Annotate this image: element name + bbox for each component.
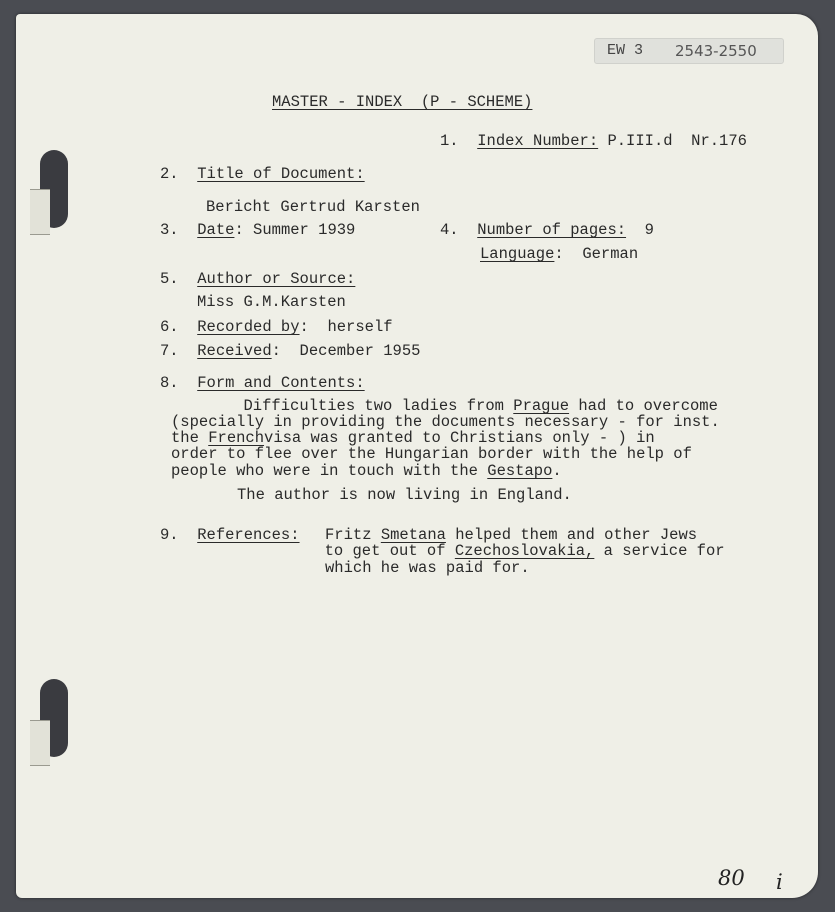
item-8: 8. Form and Contents: [160, 374, 365, 392]
item-2: 2. Title of Document: [160, 165, 365, 183]
index-number-value: P.III.d Nr.176 [598, 132, 747, 150]
item-3: 3. Date: Summer 1939 [160, 221, 356, 239]
pages-value: 9 [626, 221, 654, 239]
references-label: References: [197, 526, 300, 544]
item-7: 7. Received: December 1955 [160, 342, 421, 360]
contents-line-3: the Frenchvisa was granted to Christians only - ) in [171, 429, 655, 447]
contents-line-4: order to flee over the Hungarian border with the help of [171, 445, 692, 463]
received-label: Received [197, 342, 272, 360]
language-line [480, 245, 638, 263]
title-value: Bericht Gertrud Karsten [206, 198, 420, 216]
page-tab-bottom [30, 720, 50, 766]
received-value: : December 1955 [271, 342, 421, 360]
item-5: 5. Author or Source: [160, 270, 356, 288]
item-6: 6. Recorded by: herself [160, 318, 393, 336]
date-label: Date [197, 221, 235, 239]
recorded-value: : herself [299, 318, 393, 336]
date-value: : Summer 1939 [234, 221, 356, 239]
index-number-label: Index Number: [477, 132, 599, 150]
document-page [16, 14, 818, 898]
page-title: MASTER - INDEX (P - SCHEME) [272, 93, 533, 111]
references-line-2: to get out of Czechoslovakia, a service for [306, 542, 725, 560]
author-value: Miss G.M.Karsten [197, 293, 346, 311]
references-line-1: Fritz Smetana helped them and other Jews [325, 526, 698, 544]
stamp-range: 2543-2550 [675, 42, 757, 60]
stamp-code: EW 3 [607, 42, 644, 59]
recorded-label: Recorded by [197, 318, 300, 336]
contents-label: Form and Contents: [197, 374, 365, 392]
language-value: : German [554, 245, 639, 263]
item-1: 1. Index Number: P.III.d Nr.176 [440, 132, 747, 150]
contents-line-6: The author is now living in England. [237, 486, 572, 504]
handwritten-mark: i [776, 870, 783, 894]
contents-line-1: Difficulties two ladies from Prague had to overcome [197, 397, 718, 415]
page-tab-top [30, 189, 50, 235]
handwritten-page-number: 80 [718, 866, 745, 890]
pages-label: Number of pages: [477, 221, 627, 239]
item-9: 9. References: [160, 526, 300, 544]
author-label: Author or Source: [197, 270, 356, 288]
title-label: Title of Document: [197, 165, 365, 183]
contents-line-2: (specially in providing the documents necessary - for inst. [171, 413, 720, 431]
archive-stamp [594, 38, 784, 64]
contents-line-5: people who were in touch with the Gestapo. [171, 462, 562, 480]
references-line-3: which he was paid for. [325, 559, 530, 577]
item-4: 4. Number of pages: 9 [440, 221, 654, 239]
language-label: Language [480, 245, 555, 263]
